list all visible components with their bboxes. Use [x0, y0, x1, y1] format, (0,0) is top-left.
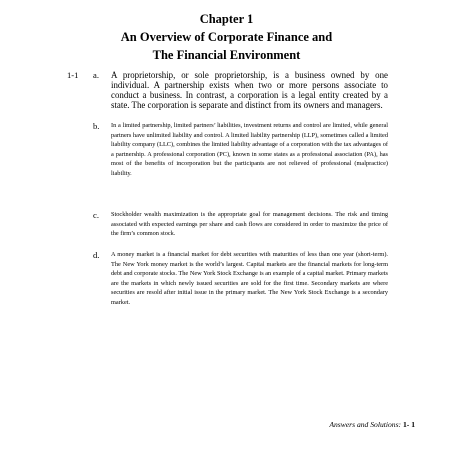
item-letter: b. [93, 121, 100, 131]
item-text: Stockholder wealth maximization is the appropriate goal for management decisions. The risk and timing associated with expected earnings per share and cash flows are considered in order to maximize the price of the firm’s common stock. [111, 211, 388, 238]
item-letter: c. [93, 210, 99, 220]
item-text: A proprietorship, or sole proprietorship, is a business owned by one individual. A partnership exists when two or more persons associate to conduct a business. In contrast, a corporation is a legal entity created by a state. The corporation is separate and distinct from its owners and managers. [111, 70, 388, 111]
footer-label: Answers and Solutions: [329, 420, 402, 429]
question-number: 1-1 [67, 70, 79, 80]
item-letter: a. [93, 70, 99, 80]
chapter-title-line-1: An Overview of Corporate Finance and [120, 30, 333, 44]
chapter-title-line-2: The Financial Environment [152, 48, 301, 62]
page-footer [329, 420, 415, 430]
item-letter: d. [93, 250, 100, 260]
footer-page-number: 1- 1 [402, 420, 415, 429]
item-text: A money market is a financial market for debt securities with maturities of less than one year (short-term). The New York money market is the world’s largest. Capital markets are the financial markets for long-term debt and corporate stocks. The New York Stock Exchange is an example of a capital market. Primary markets are the markets in which newly issued securities are sold for the first time. Secondary markets are where securities are resold after initial issue in the primary market. The New York Stock Exchange is a secondary market. [111, 251, 388, 306]
chapter-label: Chapter 1 [199, 12, 254, 26]
item-text: In a limited partnership, limited partners’ liabilities, investment returns and control are limited, while general partners have unlimited liability and control. A limited liability partnership (LLP), sometimes called a limited liability company (LLC), combines the limited liability advantage of a corporation with the tax advantages of a partnership. A professional corporation (PC), known in some states as a professional association (PA), has most of the benefits of incorporation but the participants are not relieved of professional (malpractice) liability. [111, 122, 388, 177]
chapter-header [0, 10, 453, 64]
